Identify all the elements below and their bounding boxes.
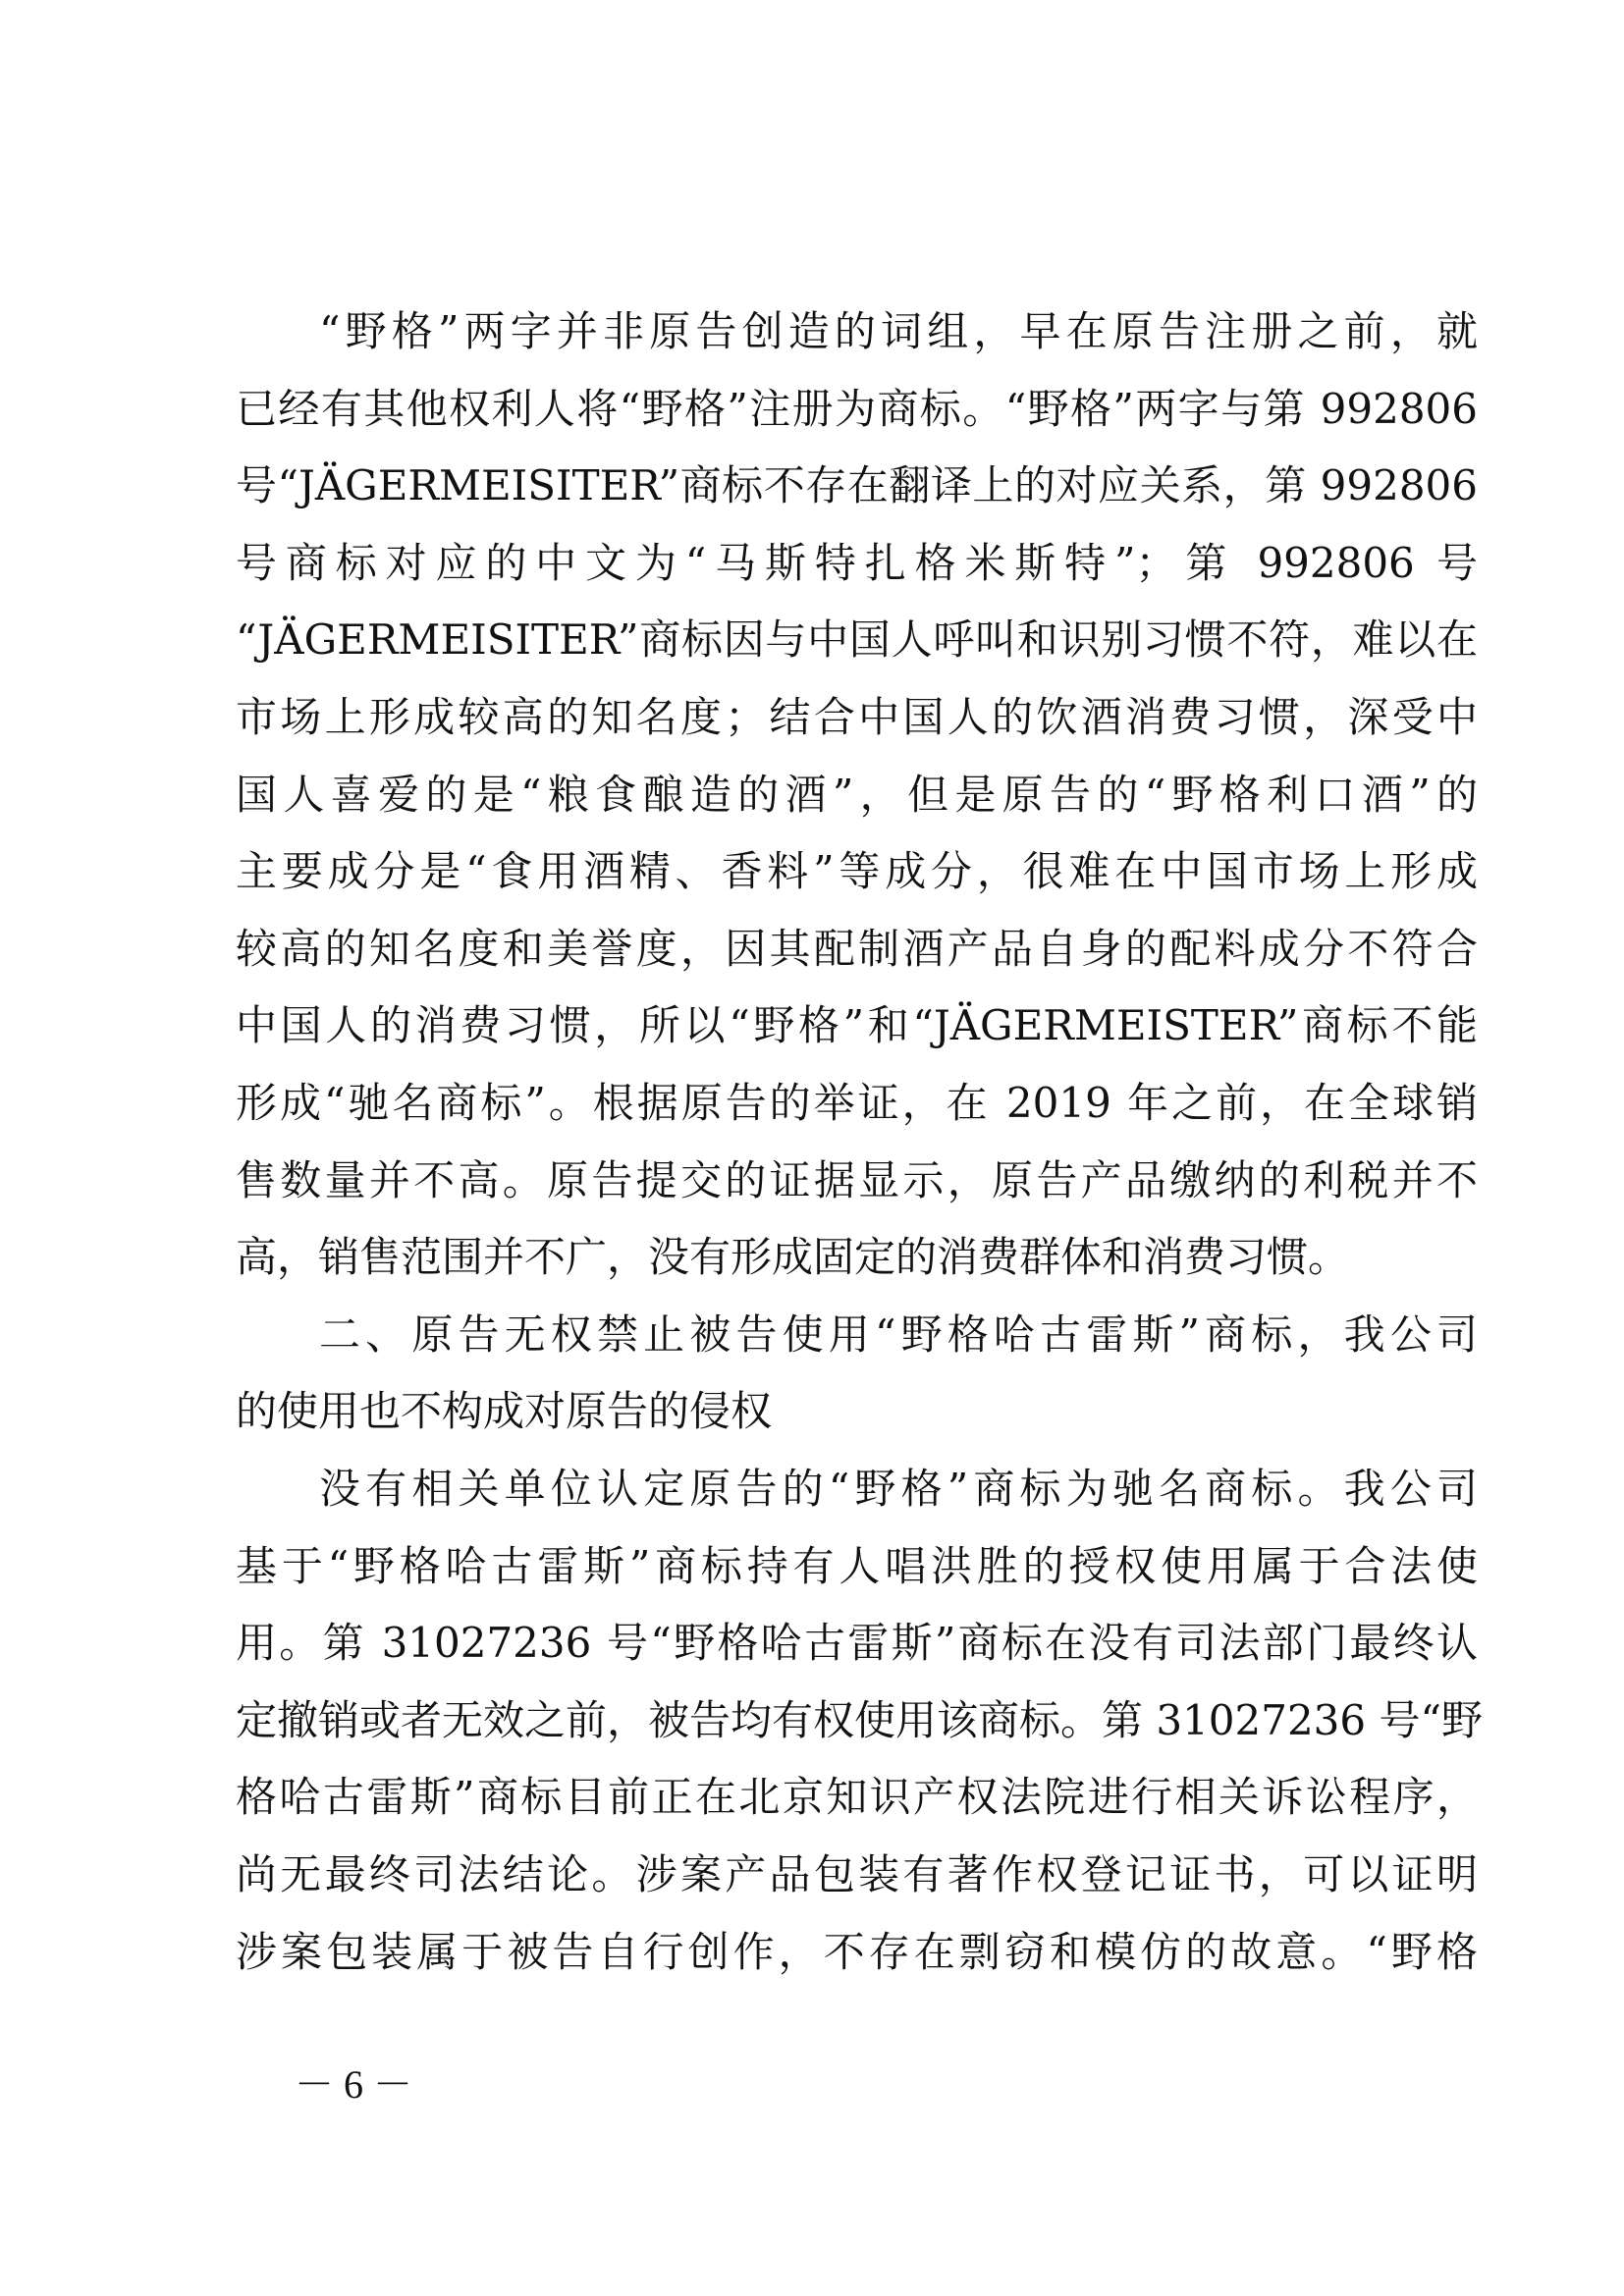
text-line: 主要成分是“食用酒精、香料”等成分，很难在中国市场上形成 [236, 847, 1478, 895]
text-line: 定撤销或者无效之前，被告均有权使用该商标。第 31027236 号“野 [236, 1696, 1483, 1744]
text-line: 较高的知名度和美誉度，因其配制酒产品自身的配料成分不符合 [236, 925, 1478, 973]
text-line: “野格”两字并非原告创造的词组，早在原告注册之前，就 [319, 307, 1478, 355]
text-line: 没有相关单位认定原告的“野格”商标为驰名商标。我公司 [319, 1465, 1478, 1513]
text-line: 格哈古雷斯”商标目前正在北京知识产权法院进行相关诉讼程序， [236, 1773, 1478, 1821]
text-line: 号商标对应的中文为“马斯特扎格米斯特”；第 992806 号 [236, 539, 1478, 587]
text-line: 形成“驰名商标”。根据原告的举证，在 2019 年之前，在全球销 [236, 1079, 1478, 1127]
page-number: － 6 － [295, 2062, 412, 2107]
text-line: 号“JÄGERMEISITER”商标不存在翻译上的对应关系，第 992806 [236, 461, 1478, 509]
text-line: 涉案包装属于被告自行创作，不存在剽窃和模仿的故意。“野格 [236, 1928, 1478, 1976]
text-line: 二、原告无权禁止被告使用“野格哈古雷斯”商标，我公司 [319, 1310, 1478, 1359]
text-line: 高，销售范围并不广，没有形成固定的消费群体和消费习惯。 [236, 1233, 1350, 1281]
text-line: 用。第 31027236 号“野格哈古雷斯”商标在没有司法部门最终认 [236, 1619, 1478, 1667]
text-line: 市场上形成较高的知名度；结合中国人的饮酒消费习惯，深受中 [236, 693, 1478, 741]
text-line: 尚无最终司法结论。涉案产品包装有著作权登记证书，可以证明 [236, 1850, 1478, 1898]
text-line: 基于“野格哈古雷斯”商标持有人唱洪胜的授权使用属于合法使 [236, 1542, 1478, 1590]
text-line: 国人喜爱的是“粮食酿造的酒”，但是原告的“野格利口酒”的 [236, 771, 1478, 819]
text-line: 的使用也不构成对原告的侵权 [236, 1387, 773, 1435]
text-line: 已经有其他权利人将“野格”注册为商标。“野格”两字与第 992806 [236, 385, 1478, 433]
text-line: 中国人的消费习惯，所以“野格”和“JÄGERMEISTER”商标不能 [236, 1001, 1478, 1049]
text-line: 售数量并不高。原告提交的证据显示，原告产品缴纳的利税并不 [236, 1156, 1478, 1204]
text-line: “JÄGERMEISITER”商标因与中国人呼叫和识别习惯不符，难以在 [236, 615, 1478, 664]
